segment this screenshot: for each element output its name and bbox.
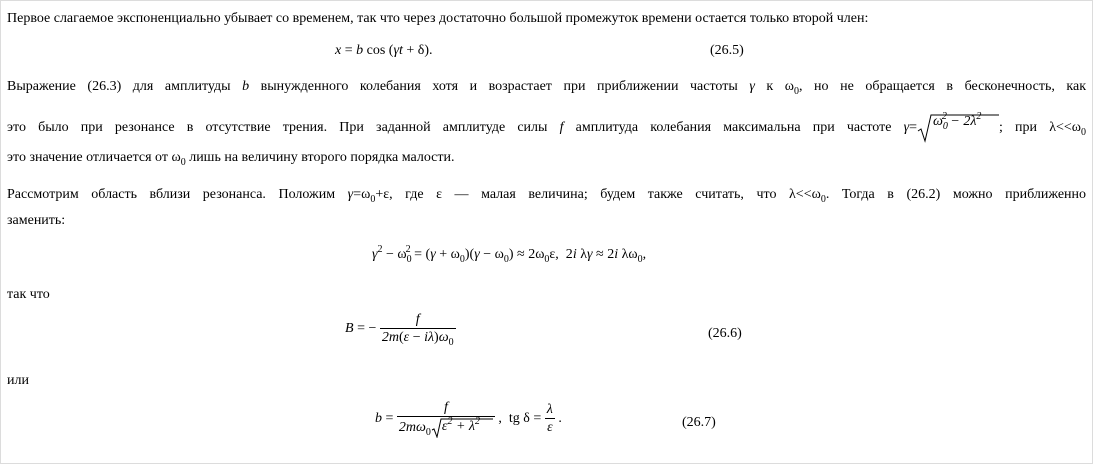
equation-26-6-number: (26.6) [708, 326, 742, 341]
paragraph-2-line-3: это значение отличается от $\omega_0$ лишь на величину второго порядка малости. [7, 150, 455, 168]
p2-text-g: ; при λ<<ω [999, 120, 1081, 136]
paragraph-2-line-1 [7, 78, 1086, 96]
p2-text-e: это было при резонансе в отсутствие трения. При заданной амплитуде силы [7, 120, 548, 136]
force-symbol: f [559, 120, 564, 136]
p2-text-b: вынужденного колебания хотя и возрастает при приближении частоты [260, 79, 738, 94]
or-text [7, 372, 1086, 390]
p2-text-a: Выражение (26.3) для амплитуды [7, 79, 231, 94]
equation-26-5-number: (26.5) [710, 43, 744, 58]
p2-text-c: к [766, 79, 774, 94]
p2-text-d: , но не обращается в бесконечность, как [799, 79, 1087, 94]
paragraph-2-line-2: это было при резонансе в отсутствие трения. При заданной амплитуде силы f амплитуда колебания максимальна при частоте γ= $\omega_0^2 - 2\lambda^2$ ; при $\lambda<<\omega_0$ [7, 113, 1086, 143]
so-that-label: так что [7, 287, 50, 302]
equation-26-5: x = b cos (γt + δ). [335, 43, 433, 58]
p3-text-d: заменить: [7, 213, 66, 228]
paragraph-1 [7, 10, 1086, 28]
gamma-symbol: γ [749, 79, 755, 94]
p2-text-h: это значение отличается от ω [7, 150, 181, 165]
p3-text-a: Рассмотрим область вблизи резонанса. Положим [7, 187, 336, 202]
fraction-tg-delta: $\frac{\lambda}{\varepsilon}$ [546, 402, 553, 435]
so-that-text [7, 286, 1086, 304]
equation-26-7-number: (26.7) [682, 415, 716, 430]
paragraph-1-text: Первое слагаемое экспоненциально убывает со временем, так что через достаточно большой промежуток времени остается только второй член: [7, 11, 869, 26]
equation-approximation: $\gamma^2 - \omega_0^2 = (\gamma + \omega_0)(\gamma - \omega_0) \approx 2\omega_0\varepsilon$, 2i λγ ≈ 2i $\lambda\omega_0$, [372, 244, 647, 265]
p3-text-c: . Тогда в (26.2) можно приближенно [825, 187, 1087, 202]
omega0-symbol: $\omega_0$ [784, 79, 799, 97]
p3-text-b: , где ε — малая величина; будем также считать, что λ<<ω [389, 187, 821, 202]
fraction-26-7: f $2m\omega_0$ $\varepsilon^2 + \lambda^2$ [397, 400, 495, 438]
amplitude-symbol: b [242, 79, 250, 94]
equation-26-7: b = f $2m\omega_0$ $\varepsilon^2 + \lambda^2$ , tg δ = $\frac{\lambda}{\varepsilon}$ . [375, 400, 562, 439]
resonance-frequency-formula: γ= $\omega_0^2 - 2\lambda^2$ [904, 120, 999, 135]
sqrt-sign: $\omega_0^2 - 2\lambda^2$ [917, 113, 999, 143]
p2-text-f: амплитуда колебания максимальна при частоте [575, 120, 892, 136]
equation-26-6: B = − $\frac{f}{2m(\varepsilon - i\lambda)\omega_0}$ [345, 312, 454, 348]
gamma-definition: $\gamma=\omega_0+\varepsilon$ [347, 187, 390, 205]
fraction-26-6: $\frac{f}{2m(\varepsilon - i\lambda)\omega_0}$ [381, 312, 454, 348]
paragraph-3-line-1: Рассмотрим область вблизи резонанса. Положим $\gamma=\omega_0+\varepsilon$, где ε — малая величина; будем также считать, что $\lambda<<\omega_0$. Тогда в (26.2) можно приближенно [7, 187, 1087, 205]
p2-text-i: лишь на величину второго порядка малости. [189, 150, 455, 165]
or-label: или [7, 373, 29, 388]
paragraph-3-line-2 [7, 212, 1086, 230]
